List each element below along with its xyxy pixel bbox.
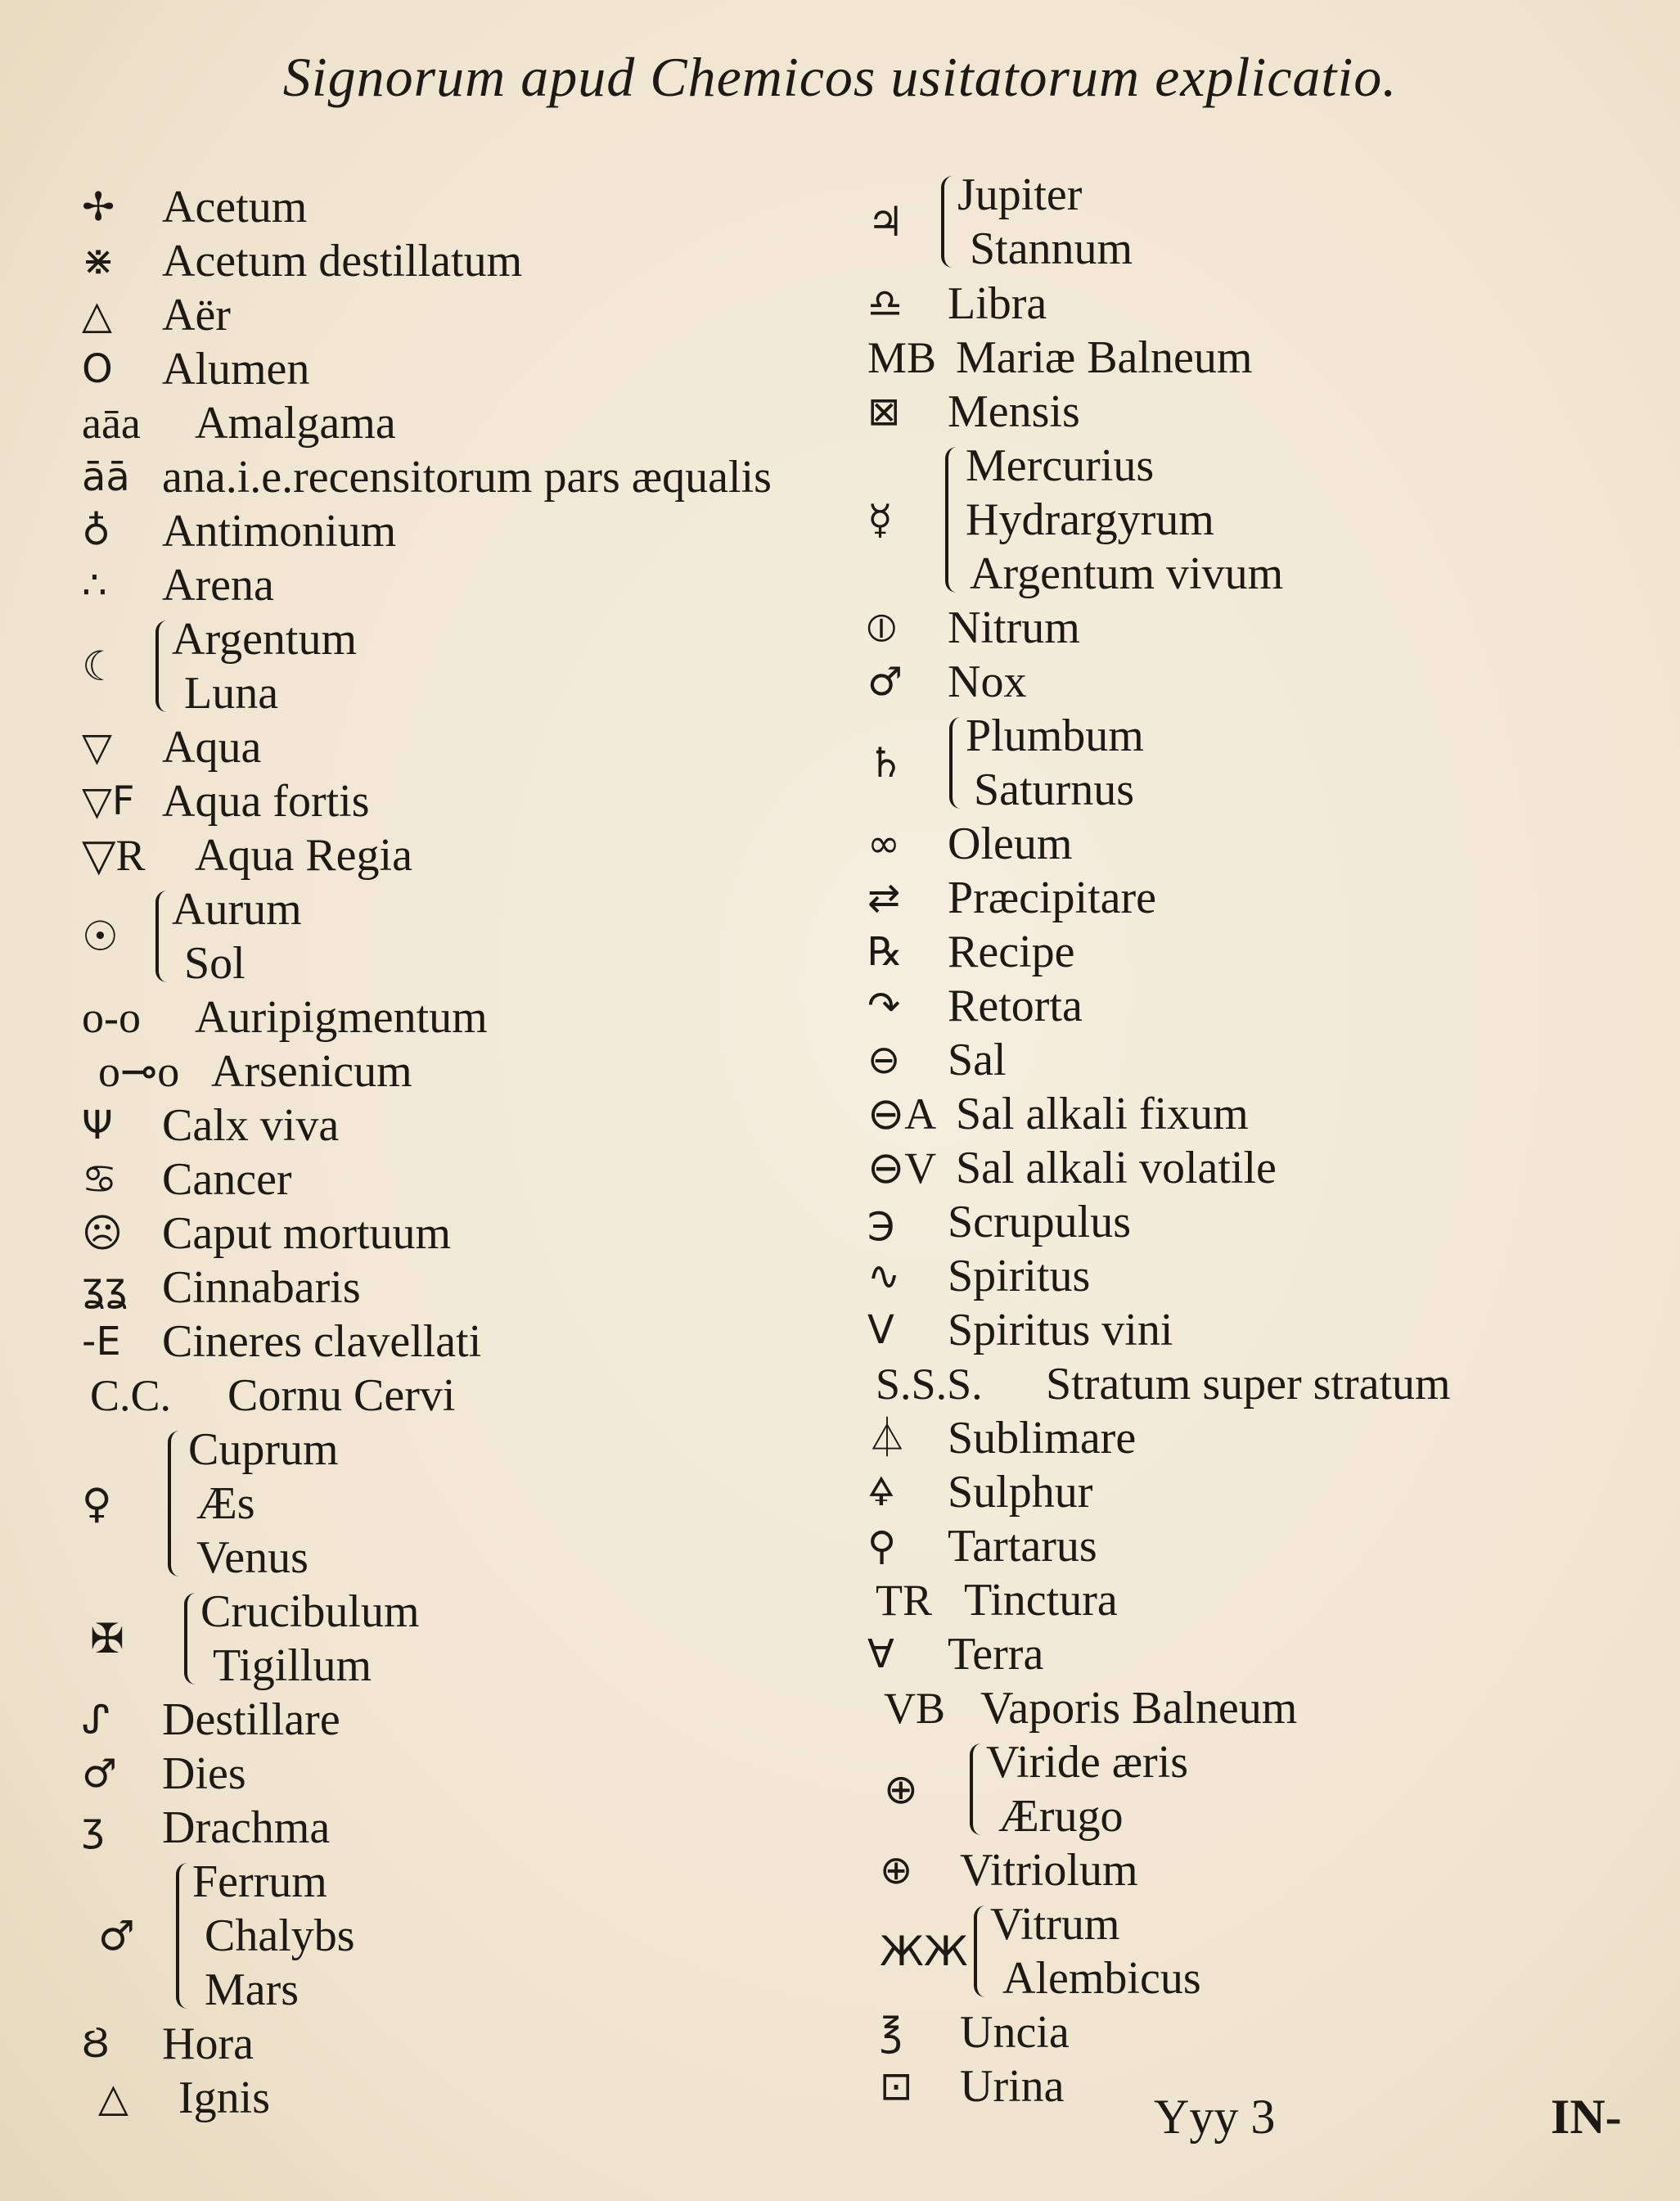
group-cuprum-aes-venus bbox=[82, 1423, 573, 1585]
group-name: Mercurius bbox=[966, 440, 1155, 491]
aqua-symbol: ▽ bbox=[82, 724, 112, 770]
entry-label: Tartarus bbox=[948, 1521, 1097, 1572]
entry-label: Amalgama bbox=[195, 398, 396, 449]
entry-cornu-cervi bbox=[90, 1369, 455, 1423]
entry-calx-viva bbox=[82, 1098, 339, 1152]
entry-sulphur bbox=[867, 1465, 1092, 1519]
entry-label: Cinnabaris bbox=[162, 1262, 361, 1313]
cineres-clavellati-symbol: -E bbox=[82, 1319, 121, 1364]
entry-label: Terra bbox=[948, 1629, 1044, 1680]
entry-label: Vitriolum bbox=[960, 1845, 1138, 1896]
entry-label: Drachma bbox=[162, 1802, 331, 1853]
entry-spiritus bbox=[867, 1249, 1090, 1303]
group-crucibulum-tigillum bbox=[82, 1585, 589, 1693]
entry-aqua-fortis bbox=[82, 774, 370, 828]
entry-aqua-regia bbox=[82, 828, 412, 882]
acetum-symbol: ✢ bbox=[82, 184, 115, 230]
entry-destillare bbox=[82, 1693, 340, 1747]
entry-label: Caput mortuum bbox=[162, 1208, 452, 1259]
entry-mariae-balneum bbox=[867, 331, 1252, 385]
aqua-regia-symbol: ▽R bbox=[82, 831, 146, 880]
entry-retorta bbox=[867, 979, 1083, 1033]
auripigmentum-symbol: o-o bbox=[82, 993, 141, 1042]
libra-symbol: ♎ bbox=[867, 281, 903, 327]
entry-cinnabaris bbox=[82, 1261, 361, 1315]
stratum-symbol: S.S.S. bbox=[876, 1360, 983, 1409]
brace bbox=[949, 717, 961, 809]
entry-label: Spiritus bbox=[948, 1251, 1091, 1301]
brace bbox=[970, 1743, 981, 1835]
entry-spiritus-vini bbox=[867, 1303, 1173, 1357]
group-vitrum-alembicus bbox=[880, 1897, 1453, 2005]
group-name: Stannum bbox=[970, 223, 1133, 274]
entry-oleum bbox=[867, 817, 1072, 871]
group-name: Vitrum bbox=[990, 1899, 1120, 1950]
brace bbox=[168, 1431, 179, 1576]
brace bbox=[176, 1863, 187, 2009]
entry-acetum-destillatum bbox=[82, 234, 522, 288]
sal-alkali-volatile-symbol: ⊖V bbox=[867, 1143, 937, 1193]
cross-symbol: ✠ bbox=[90, 1615, 124, 1662]
entry-label: Præcipitare bbox=[948, 873, 1157, 923]
entry-tartarus bbox=[867, 1519, 1097, 1573]
entry-aqua bbox=[82, 720, 261, 774]
entry-label: Recipe bbox=[948, 927, 1075, 977]
group-name: Argentum bbox=[172, 614, 358, 665]
alumen-symbol: O bbox=[82, 346, 113, 392]
entry-label: ana.i.e.recensitorum pars æqualis bbox=[162, 452, 772, 503]
entry-label: Mensis bbox=[948, 386, 1080, 437]
group-name: Alembicus bbox=[1002, 1953, 1201, 2004]
oleum-symbol: ∞ bbox=[867, 821, 900, 867]
entry-label: Vaporis Balneum bbox=[980, 1683, 1298, 1734]
sal-symbol: ⊖ bbox=[867, 1037, 901, 1083]
entry-antimonium bbox=[82, 504, 396, 558]
entry-vaporis-balneum bbox=[884, 1681, 1297, 1735]
entry-label: Sulphur bbox=[948, 1467, 1093, 1518]
entry-label: Antimonium bbox=[162, 506, 397, 557]
sun-symbol: ☉ bbox=[82, 913, 119, 960]
entry-cancer bbox=[82, 1152, 292, 1206]
brace bbox=[945, 447, 957, 593]
group-name: Aurum bbox=[172, 884, 302, 935]
group-name: Crucibulum bbox=[200, 1586, 420, 1637]
entry-ana bbox=[82, 450, 772, 504]
entry-label: Auripigmentum bbox=[195, 992, 488, 1043]
cinnabaris-symbol: ʓʓ bbox=[82, 1265, 128, 1310]
group-mercurius bbox=[867, 439, 1440, 601]
entry-label: Urina bbox=[960, 2061, 1065, 2112]
group-name: Luna bbox=[184, 668, 279, 719]
entry-sal-alkali-fixum bbox=[867, 1087, 1249, 1141]
spiritus-symbol: ∿ bbox=[867, 1253, 901, 1299]
vitrum-symbol: ЖЖ bbox=[880, 1928, 968, 1975]
entry-label: Acetum destillatum bbox=[162, 236, 523, 286]
vaporis-balneum-symbol: VB bbox=[884, 1684, 946, 1733]
group-argentum-luna bbox=[82, 612, 573, 720]
group-name: Ærugo bbox=[998, 1791, 1124, 1842]
entry-label: Sal bbox=[948, 1035, 1007, 1085]
group-name: Sol bbox=[184, 938, 245, 989]
catchword: IN- bbox=[1551, 2090, 1622, 2144]
entry-sublimare bbox=[867, 1411, 1136, 1465]
entry-label: Aqua bbox=[162, 722, 262, 773]
mercury-symbol: ☿ bbox=[867, 496, 893, 543]
brace bbox=[184, 1593, 196, 1685]
entry-label: Spiritus vini bbox=[948, 1305, 1173, 1355]
group-aurum-sol bbox=[82, 882, 573, 990]
entry-label: Sal alkali fixum bbox=[956, 1089, 1249, 1139]
praecipitare-symbol: ⇄ bbox=[867, 875, 901, 921]
entry-arsenicum bbox=[98, 1044, 412, 1098]
entry-hora bbox=[82, 2017, 254, 2071]
group-name: Tigillum bbox=[213, 1640, 372, 1691]
entry-label: Oleum bbox=[948, 819, 1073, 869]
cornu-cervi-symbol: C.C. bbox=[90, 1371, 172, 1420]
group-name: Cuprum bbox=[188, 1424, 339, 1475]
group-name: Saturnus bbox=[974, 764, 1134, 815]
brace bbox=[155, 620, 167, 712]
entry-label: Aër bbox=[162, 290, 231, 341]
group-name: Ferrum bbox=[192, 1856, 327, 1907]
brace bbox=[941, 176, 953, 268]
entry-urina bbox=[880, 2059, 1065, 2113]
entry-label: Scrupulus bbox=[948, 1197, 1131, 1247]
entry-label: Hora bbox=[162, 2018, 254, 2069]
group-name: Argentum vivum bbox=[970, 548, 1284, 599]
entry-label: Cornu Cervi bbox=[227, 1370, 456, 1421]
calx-viva-symbol: Ψ bbox=[82, 1103, 113, 1148]
tinctura-symbol: TR bbox=[876, 1576, 933, 1625]
entry-label: Arena bbox=[162, 560, 274, 611]
dies-symbol: ♂ bbox=[82, 1751, 118, 1797]
nitrum-symbol: ⦶ bbox=[867, 605, 896, 651]
entry-nitrum bbox=[867, 601, 1080, 655]
page-title: Signorum apud Chemicos usitatorum explicatio. bbox=[282, 46, 1398, 108]
group-name: Mars bbox=[205, 1964, 300, 2015]
acetum-destillatum-symbol: ⋇ bbox=[82, 238, 115, 284]
entry-scrupulus bbox=[867, 1195, 1131, 1249]
entry-label: Calx viva bbox=[162, 1100, 340, 1151]
entry-label: Nitrum bbox=[948, 602, 1080, 653]
entry-label: Sal alkali volatile bbox=[956, 1143, 1277, 1193]
arsenicum-symbol: o⊸o bbox=[98, 1047, 180, 1096]
group-name: Venus bbox=[196, 1532, 309, 1583]
signature-mark: Yyy 3 bbox=[1154, 2090, 1276, 2144]
entry-arena bbox=[82, 558, 274, 612]
group-name: Plumbum bbox=[966, 710, 1144, 761]
uncia-symbol: ℥ bbox=[880, 2009, 903, 2055]
aerugo-symbol: ⊕ bbox=[884, 1766, 918, 1813]
antimonium-symbol: ♁ bbox=[82, 508, 111, 554]
mars-symbol: ♂ bbox=[98, 1912, 135, 1960]
entry-caput-mortuum bbox=[82, 1206, 451, 1261]
group-name: Chalybs bbox=[205, 1910, 355, 1961]
caput-mortuum-symbol: ☹ bbox=[82, 1211, 124, 1256]
sulphur-symbol: 🜍 bbox=[867, 1469, 895, 1515]
entry-mensis bbox=[867, 385, 1080, 439]
entry-label: Stratum super stratum bbox=[1046, 1359, 1451, 1409]
entry-label: Uncia bbox=[960, 2007, 1070, 2058]
destillare-symbol: ᔑ bbox=[82, 1697, 110, 1743]
jupiter-symbol: ♃ bbox=[867, 198, 904, 246]
group-jupiter-stannum bbox=[867, 168, 1440, 276]
entry-label: Ignis bbox=[178, 2072, 270, 2123]
entry-nox bbox=[867, 655, 1026, 709]
drachma-symbol: ʒ bbox=[82, 1805, 105, 1851]
aer-symbol: △ bbox=[82, 292, 112, 338]
mensis-symbol: ⊠ bbox=[867, 389, 901, 435]
entry-label: Cancer bbox=[162, 1154, 292, 1205]
entry-praecipitare bbox=[867, 871, 1156, 925]
ana-symbol: āā bbox=[82, 454, 130, 500]
entry-drachma bbox=[82, 1801, 330, 1855]
entry-label: Arsenicum bbox=[211, 1046, 412, 1097]
brace bbox=[974, 1906, 985, 1997]
entry-amalgama bbox=[82, 396, 396, 450]
entry-label: Alumen bbox=[162, 344, 310, 395]
group-name: Jupiter bbox=[957, 169, 1083, 220]
nox-symbol: ♂ bbox=[867, 659, 903, 705]
entry-recipe bbox=[867, 925, 1074, 979]
sal-alkali-fixum-symbol: ⊖A bbox=[867, 1089, 937, 1139]
entry-label: Libra bbox=[948, 278, 1047, 329]
entry-sal-alkali-volatile bbox=[867, 1141, 1277, 1195]
entry-label: Cineres clavellati bbox=[162, 1316, 482, 1367]
group-plumbum-saturnus bbox=[867, 709, 1440, 817]
entry-label: Dies bbox=[162, 1748, 246, 1799]
tartarus-symbol: ⚲ bbox=[867, 1523, 897, 1569]
entry-label: Sublimare bbox=[948, 1413, 1137, 1464]
entry-dies bbox=[82, 1747, 246, 1801]
entry-label: Aqua Regia bbox=[195, 830, 412, 881]
venus-symbol: ♀ bbox=[82, 1480, 112, 1527]
hora-symbol: Ȣ bbox=[82, 2021, 110, 2067]
entry-label: Retorta bbox=[948, 981, 1083, 1031]
entry-libra bbox=[867, 277, 1047, 331]
entry-label: Mariæ Balneum bbox=[956, 332, 1253, 383]
entry-cineres-clavellati bbox=[82, 1315, 481, 1369]
arena-symbol: ∴ bbox=[82, 562, 107, 608]
group-viride-aeris bbox=[876, 1735, 1448, 1843]
entry-acetum bbox=[82, 180, 307, 234]
moon-symbol: ☾ bbox=[82, 643, 119, 690]
saturn-symbol: ♄ bbox=[867, 739, 904, 787]
entry-terra bbox=[867, 1627, 1043, 1681]
entry-label: Nox bbox=[948, 656, 1027, 707]
brace bbox=[155, 891, 167, 982]
sublimare-symbol: ⏃ bbox=[867, 1415, 908, 1461]
mariae-balneum-symbol: MB bbox=[867, 333, 937, 382]
entry-tinctura bbox=[876, 1573, 1118, 1627]
recipe-symbol: ℞ bbox=[867, 929, 903, 975]
retorta-symbol: ↷ bbox=[867, 983, 901, 1029]
entry-sal bbox=[867, 1033, 1007, 1087]
entry-stratum bbox=[876, 1357, 1451, 1411]
vitriolum-symbol: ⊕ bbox=[880, 1847, 913, 1893]
ignis-symbol: △ bbox=[98, 2075, 128, 2121]
entry-label: Tinctura bbox=[964, 1575, 1118, 1626]
group-name: Viride æris bbox=[986, 1737, 1189, 1788]
group-name: Hydrargyrum bbox=[966, 494, 1214, 545]
cancer-symbol: ♋ bbox=[82, 1157, 118, 1202]
group-name: Æs bbox=[196, 1478, 255, 1529]
terra-symbol: ∀ bbox=[867, 1631, 894, 1677]
entry-auripigmentum bbox=[82, 990, 488, 1044]
entry-aer bbox=[82, 288, 231, 342]
spiritus-vini-symbol: V bbox=[867, 1307, 894, 1353]
entry-alumen bbox=[82, 342, 309, 396]
aqua-fortis-symbol: ▽F bbox=[82, 778, 135, 824]
urina-symbol: ⊡ bbox=[880, 2063, 913, 2109]
group-ferrum-chalybs-mars bbox=[82, 1855, 573, 2017]
entry-label: Aqua fortis bbox=[162, 776, 370, 827]
entry-uncia bbox=[880, 2005, 1070, 2059]
entry-ignis bbox=[98, 2071, 270, 2125]
entry-vitriolum bbox=[880, 1843, 1138, 1897]
entry-label: Acetum bbox=[162, 182, 308, 232]
entry-label: Destillare bbox=[162, 1694, 340, 1745]
amalgama-symbol: aāa bbox=[82, 399, 141, 448]
scrupulus-symbol: ℈ bbox=[867, 1199, 895, 1245]
